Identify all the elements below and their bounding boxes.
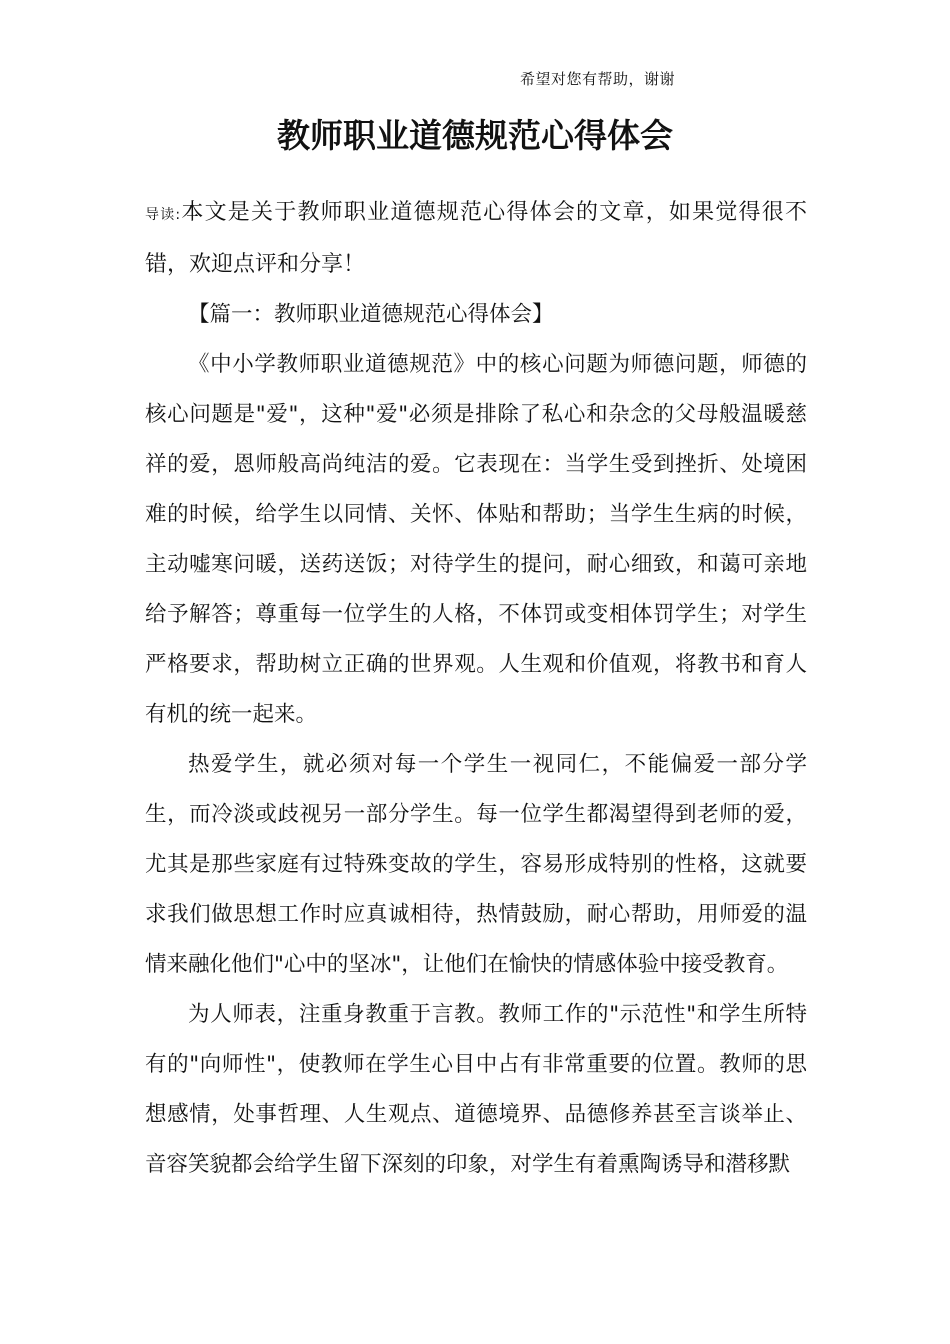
intro-label: 导读:	[145, 207, 181, 223]
body-paragraph-2: 热爱学生，就必须对每一个学生一视同仁，不能偏爱一部分学生，而冷淡或歧视另一部分学生。每一位学生都渴望得到老师的爱，尤其是那些家庭有过特殊变故的学生，容易形成特别的性格，这就要求我们做思想工作时应真诚相待，热情鼓励，耐心帮助，用师爱的温情来融化他们"心中的坚冰"，让他们在愉快的情感体验中接受教育。	[145, 752, 807, 977]
body-paragraph-1: 《中小学教师职业道德规范》中的核心问题为师德问题，师德的核心问题是"爱"，这种"爱"必须是排除了私心和杂念的父母般温暖慈祥的爱，恩师般高尚纯洁的爱。它表现在：当学生受到挫折、处境困难的时候，给学生以同情、关怀、体贴和帮助；当学生生病的时候，主动嘘寒问暖，送药送饭；对待学生的提问，耐心细致，和蔼可亲地给予解答；尊重每一位学生的人格，不体罚或变相体罚学生；对学生严格要求，帮助树立正确的世界观。人生观和价值观，将教书和育人有机的统一起来。	[145, 352, 807, 727]
intro-text: 本文是关于教师职业道德规范心得体会的文章，如果觉得很不错，欢迎点评和分享！	[145, 200, 807, 277]
section-heading: 【篇一：教师职业道德规范心得体会】	[188, 302, 554, 327]
document-title: 教师职业道德规范心得体会	[277, 116, 673, 155]
body-paragraph-3: 为人师表，注重身教重于言教。教师工作的"示范性"和学生所特有的"向师性"，使教师在学生心目中占有非常重要的位置。教师的思想感情，处事哲理、人生观点、道德境界、品德修养甚至言谈举止、音容笑貌都会给学生留下深刻的印象，对学生有着熏陶诱导和潜移默	[145, 1002, 807, 1177]
intro-paragraph	[145, 188, 807, 290]
header-note: 希望对您有帮助，谢谢	[520, 70, 676, 88]
document-body	[145, 188, 807, 1190]
